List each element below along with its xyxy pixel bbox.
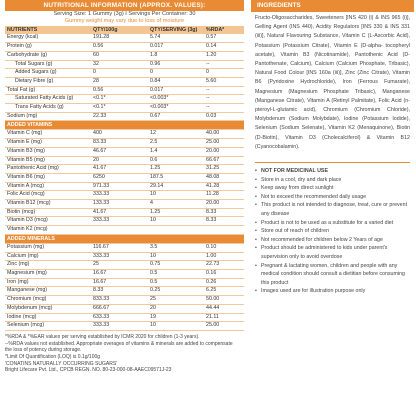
minerals-section-header: [5, 234, 244, 243]
nutrient-name: Vitamin B3 (mg): [5, 147, 91, 156]
qty-serving: 0.6: [148, 156, 204, 165]
nutrient-name: Vitamin B5 (mg): [5, 156, 91, 165]
rda-value: 0.14: [204, 43, 244, 52]
footnote: *Limit Of Quantification (LOQ) is 0.1g/100g: [5, 354, 101, 361]
table-row: [5, 243, 244, 252]
qty-serving: 29.14: [148, 182, 204, 191]
qty-serving: 2.5: [148, 139, 204, 148]
rda-value: 0.16: [204, 269, 244, 278]
nutrient-name: Folic Acid (mcg): [5, 191, 91, 200]
rda-value: 5.60: [204, 77, 244, 86]
rda-value: 8.33: [204, 208, 244, 217]
nutrition-title: NUTRITIONAL INFORMATION (APPROX. VALUES):: [5, 0, 244, 11]
nutrient-name: Added Sugars (g): [5, 69, 91, 78]
nutrient-name: Calcium (mg): [5, 252, 91, 261]
qty-serving: 25: [148, 296, 204, 305]
table-row: [5, 287, 244, 296]
note-item: • Keep away from direct sunlight: [255, 184, 410, 193]
rda-value: 22.73: [204, 261, 244, 270]
rda-value: 21.11: [204, 313, 244, 322]
qty-serving: 0.67: [148, 112, 204, 121]
nutrient-name: Vitamin B12 (mcg): [5, 200, 91, 209]
qty-100g: 41.67: [91, 208, 148, 217]
qty-serving: 0.25: [148, 287, 204, 296]
qty-100g: [91, 226, 148, 235]
qty-100g: 133.33: [91, 200, 148, 209]
nutrient-name: Total Fat (g): [5, 86, 91, 95]
table-row: [5, 304, 244, 313]
rda-value: 0.10: [204, 243, 244, 252]
rda-value: 40.00: [204, 130, 244, 139]
nutrient-name: Vitamin B6 (mg): [5, 173, 91, 182]
qty-100g: 83.33: [91, 139, 148, 148]
table-row: [5, 217, 244, 226]
nutrient-name: Sodium (mg): [5, 112, 91, 121]
rda-value: 48.08: [204, 173, 244, 182]
rda-value: 0.03: [204, 112, 244, 121]
rda-value: --: [204, 86, 244, 95]
nutrient-name: Chromium (mcg): [5, 296, 91, 305]
nutrition-table-body: [5, 34, 244, 330]
qty-serving: 0.017: [148, 86, 204, 95]
qty-100g: 6250: [91, 173, 148, 182]
qty-100g: 16.67: [91, 269, 148, 278]
qty-serving: 1.8: [148, 51, 204, 60]
table-row: [5, 208, 244, 217]
nutrient-name: Energy (kcal): [5, 34, 91, 42]
rda-value: 0.57: [204, 34, 244, 42]
rda-value: [204, 226, 244, 235]
serving-line: Serving Size: 1 Gummy (3g) I Servings Per Container: 30: [53, 11, 196, 17]
qty-serving: 10: [148, 252, 204, 261]
rda-value: 11.28: [204, 191, 244, 200]
footnote: *%RDA & *%EAR values per serving established by ICMR 2020 for children (1-3 years).: [5, 333, 200, 340]
rda-value: 66.67: [204, 156, 244, 165]
qty-serving: 0: [148, 69, 204, 78]
rda-value: 6.25: [204, 287, 244, 296]
nutrient-name: Potassium (mg): [5, 243, 91, 252]
qty-serving: 1.4: [148, 147, 204, 156]
footnotes: [5, 334, 244, 374]
table-row: [5, 278, 244, 287]
qty-serving: 3.5: [148, 243, 204, 252]
table-row: [5, 104, 244, 113]
qty-serving: 187.5: [148, 173, 204, 182]
minerals-section-header-label: ADDED MINERALS: [5, 234, 244, 243]
note-item: • Images used are for illustration purpose only: [255, 287, 410, 296]
rda-value: 50.00: [204, 296, 244, 305]
nutrient-name: Carbohydrate (g): [5, 51, 91, 60]
qty-serving: 1.25: [148, 208, 204, 217]
table-row: [5, 95, 244, 104]
qty-100g: 0: [91, 69, 148, 78]
table-row: [5, 34, 244, 42]
nutrient-name: Trans Fatty Acids (g): [5, 104, 91, 113]
table-row: [5, 182, 244, 191]
nutrient-name: Vitamin C (mg): [5, 130, 91, 139]
qty-100g: 400: [91, 130, 148, 139]
qty-serving: 4: [148, 200, 204, 209]
ingredients-title: INGREDIENTS: [251, 0, 414, 12]
footnote: the loss of potency during storage.: [5, 347, 82, 354]
table-row: [5, 261, 244, 270]
table-row: [5, 252, 244, 261]
qty-100g: 46.67: [91, 147, 148, 156]
ingredients-text: Fructo-Oligosaccharides, Sweeteners [INS 420 (i) & INS 965 (i)], Gelling Agent (INS 440), Acidity Regulators [INS 330 & INS 331 (iii)], Natural Flavouring Substance, Vitamin C (L-Ascorbic Acid), Potassium (Potassium Citrate), Vitamin E (D-alpha- tocopheryl acetate), Vitamin B3 (Nicotinamide), Pantothenic Acid (D-Pantothenate, Calcium), Calcium (Calcium Phosphate, Tribasic), Natural Food Colour [INS 160a (iii)], Zinc (Zinc Citrate), Vitamin B6 (Pyridoxine Hydrochloride), Iron (Ferrous Fumarate), Magnesium (Magnesium Phosphate Tribasic), Manganese (Manganese Citrate), Vitamin A (Retinyl Palmitate), Folic Acid (n-pteroyl-L-glutamic acid), Chromium (Chromium Chloride), Molybdenum (Sodium Molybdate), Iodine (Potassium Iodide), Selenium (Sodium Selenate), Vitamin K2 (Menaquinone), Biotin (D-Biotin), Vitamin D3 (Cholecalciferol) & Vitamin B12 (Cyanocobalamin).: [255, 15, 410, 150]
table-row: [5, 60, 244, 69]
rda-value: 0.26: [204, 278, 244, 287]
qty-100g: 22.33: [91, 112, 148, 121]
table-row: [5, 86, 244, 95]
qty-serving: <0.003*: [148, 95, 204, 104]
nutrient-name: Total Sugars (g): [5, 60, 91, 69]
col-header-rda: %RDA*: [204, 26, 244, 35]
nutrient-name: Selenium (mcg): [5, 322, 91, 331]
rda-value: 20.00: [204, 200, 244, 209]
qty-100g: 971.33: [91, 182, 148, 191]
ingredients-panel: [251, 0, 414, 416]
note-item: • Pregnant & lactating women, children and people with any medical condition should consult a dietitian before consuming this product: [255, 262, 410, 288]
qty-100g: 333.33: [91, 191, 148, 200]
rda-value: 1.20: [204, 51, 244, 60]
table-row: [5, 130, 244, 139]
rda-value: 25.00: [204, 322, 244, 331]
col-header-qty-serving: QTY/SERVING (3g): [148, 26, 204, 35]
nutrition-table: [5, 26, 244, 331]
nutrient-name: Vitamin A (mcg): [5, 182, 91, 191]
nutrient-name: Dietary Fibre (g): [5, 77, 91, 86]
rda-value: 41.28: [204, 182, 244, 191]
nutrient-name: Magnesium (mg): [5, 269, 91, 278]
qty-100g: 333.33: [91, 252, 148, 261]
qty-serving: 12: [148, 130, 204, 139]
qty-serving: 10: [148, 322, 204, 331]
table-row: [5, 322, 244, 331]
footnote: Bright Lifecare Pvt. Ltd., CPCB REGN. NO. 80-23-000-08-AAEC09571J-23: [5, 367, 172, 374]
rda-value: 31.25: [204, 165, 244, 174]
qty-100g: 28: [91, 77, 148, 86]
table-row: [5, 269, 244, 278]
qty-serving: 20: [148, 304, 204, 313]
nutrient-name: Iodine (mcg): [5, 313, 91, 322]
qty-100g: 0.56: [91, 43, 148, 52]
divider: [255, 162, 410, 163]
note-item: • Not recommended for children below 2 Years of age: [255, 236, 410, 245]
note-item: • Store in a cool, dry and dark place: [255, 176, 410, 185]
nutrient-name: Iron (mg): [5, 278, 91, 287]
qty-serving: 0.5: [148, 269, 204, 278]
qty-serving: 10: [148, 217, 204, 226]
table-row: [5, 147, 244, 156]
usage-notes: [251, 167, 414, 296]
nutrient-name: Molybdenum (mcg): [5, 304, 91, 313]
qty-serving: 0.96: [148, 60, 204, 69]
table-header-row: [5, 26, 244, 35]
footnote: 'CONATINS NATURALLY OCCURRING SUGARS': [5, 360, 118, 367]
qty-100g: 0.56: [91, 86, 148, 95]
vitamins-section-header: [5, 121, 244, 130]
qty-100g: 41.67: [91, 165, 148, 174]
qty-serving: 0.84: [148, 77, 204, 86]
nutrient-name: Saturated Fatty Acids (g): [5, 95, 91, 104]
qty-serving: [148, 226, 204, 235]
col-header-nutrients: NUTRIENTS: [5, 26, 91, 35]
nutrient-name: Vitamin E (mg): [5, 139, 91, 148]
rda-value: 44.44: [204, 304, 244, 313]
qty-100g: <0.1*: [91, 104, 148, 113]
note-item: • Product should be administered to kids under parent's supervision only to avoid overdose: [255, 244, 410, 261]
rda-value: 0: [204, 69, 244, 78]
table-row: [5, 226, 244, 235]
table-row: [5, 43, 244, 52]
qty-100g: 333.33: [91, 322, 148, 331]
qty-100g: 60: [91, 51, 148, 60]
serving-subtitle: Gummy weight may vary due to loss of moisture: [64, 18, 185, 25]
nutrient-name: Protein (g): [5, 43, 91, 52]
qty-100g: 8.33: [91, 287, 148, 296]
table-row: [5, 173, 244, 182]
rda-value: 20.00: [204, 147, 244, 156]
table-row: [5, 165, 244, 174]
rda-value: 1.00: [204, 252, 244, 261]
qty-100g: 25: [91, 261, 148, 270]
rda-value: --: [204, 95, 244, 104]
rda-value: 25.00: [204, 139, 244, 148]
qty-serving: 19: [148, 313, 204, 322]
note-item: • Store out of reach of children: [255, 227, 410, 236]
table-row: [5, 139, 244, 148]
qty-100g: 633.33: [91, 313, 148, 322]
nutrient-name: Pantothenic Acid (mg): [5, 165, 91, 174]
table-row: [5, 69, 244, 78]
qty-serving: 0.017: [148, 43, 204, 52]
nutrient-name: Vitamin D3 (mcg): [5, 217, 91, 226]
qty-serving: 10: [148, 191, 204, 200]
table-row: [5, 313, 244, 322]
table-row: [5, 191, 244, 200]
note-item: • Product is not to be used as a substitute for a varied diet: [255, 219, 410, 228]
table-row: [5, 51, 244, 60]
footnote: --%RDA values not established. Appropriate overages of vitamins & minerals are added to compensate: [5, 340, 233, 347]
nutrient-name: Manganese (mg): [5, 287, 91, 296]
col-header-qty100: QTY/100g: [91, 26, 148, 35]
nutrient-name: Biotin (mcg): [5, 208, 91, 217]
rda-value: --: [204, 104, 244, 113]
qty-100g: 833.33: [91, 296, 148, 305]
table-row: [5, 296, 244, 305]
qty-serving: 0.5: [148, 278, 204, 287]
qty-100g: 333.33: [91, 217, 148, 226]
qty-100g: 191.28: [91, 34, 148, 42]
rda-value: 8.33: [204, 217, 244, 226]
table-row: [5, 200, 244, 209]
rda-value: --: [204, 60, 244, 69]
qty-serving: 0.75: [148, 261, 204, 270]
qty-100g: 116.67: [91, 243, 148, 252]
nutrient-name: Vitamin K2 (mcg): [5, 226, 91, 235]
qty-100g: 20: [91, 156, 148, 165]
serving-info: [5, 11, 244, 26]
table-row: [5, 77, 244, 86]
qty-serving: 1.25: [148, 165, 204, 174]
table-row: [5, 112, 244, 121]
qty-100g: 16.67: [91, 278, 148, 287]
vitamins-section-header-label: ADDED VITAMINS: [5, 121, 244, 130]
table-row: [5, 156, 244, 165]
qty-serving: 5.74: [148, 34, 204, 42]
nutrient-name: Zinc (mg): [5, 261, 91, 270]
qty-100g: 666.67: [91, 304, 148, 313]
notes-list: [255, 176, 410, 296]
qty-100g: <0.1*: [91, 95, 148, 104]
not-medicinal-note: • NOT FOR MEDICINAL USE: [255, 167, 410, 176]
qty-serving: <0.003*: [148, 104, 204, 113]
note-item: • This product is not intended to diagnose, treat, cure or prevent any disease: [255, 201, 410, 218]
qty-100g: 32: [91, 60, 148, 69]
note-item: • Not to exceed the recommended daily usage: [255, 193, 410, 202]
